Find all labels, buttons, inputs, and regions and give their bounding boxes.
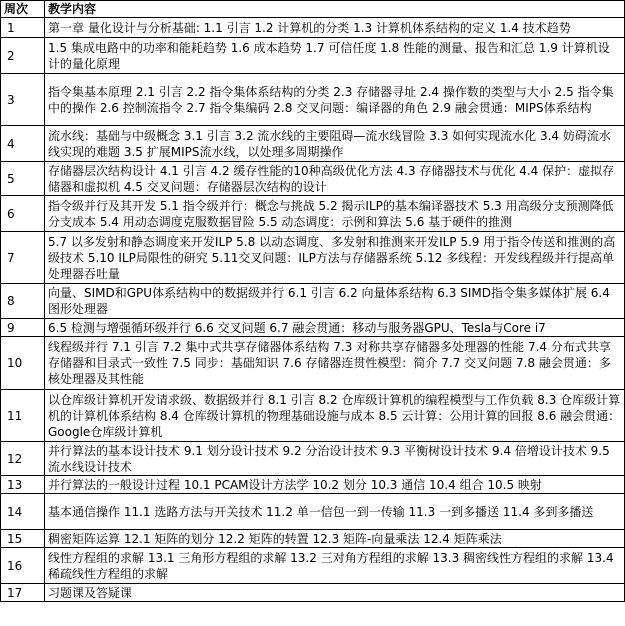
teaching-content: 流水线：基础与中级概念 3.1 引言 3.2 流水线的主要阻碍—流水线冒险 3.3 如何实现流水化 3.4 妨碍流水线实现的难题 3.5 扩展MIPS流水线，以处理多周期操作 (45, 126, 625, 162)
week-number: 9 (1, 319, 45, 337)
teaching-content: 并行算法的基本设计技术 9.1 划分设计技术 9.2 分治设计技术 9.3 平衡树设计技术 9.4 倍增设计技术 9.5 流水线设计技术 (45, 442, 625, 476)
header-content: 教学内容 (45, 1, 625, 18)
week-number: 14 (1, 494, 45, 530)
teaching-content: 线程级并行 7.1 引言 7.2 集中式共享存储器体系结构 7.3 对称共享存储器多处理器的性能 7.4 分布式共享存储器和目录式一致性 7.5 同步：基础知识 7.6 存储器连贯性模型：简介 7.7 交叉问题 7.8 融会贯通：多核处理器及其性能 (45, 337, 625, 390)
teaching-content: 6.5 检测与增强循环级并行 6.6 交叉问题 6.7 融会贯通：移动与服务器GPU、Tesla与Core i7 (45, 319, 625, 337)
week-number: 4 (1, 126, 45, 162)
table-row (1, 494, 625, 530)
week-number: 5 (1, 162, 45, 196)
table-row (1, 126, 625, 162)
teaching-content: 向量、SIMD和GPU体系结构中的数据级并行 6.1 引言 6.2 向量体系结构 6.3 SIMD指令集多媒体扩展 6.4 图形处理器 (45, 284, 625, 319)
teaching-content: 指令级并行及其开发 5.1 指令级并行：概念与挑战 5.2 揭示ILP的基本编译器技术 5.3 用高级分支预测降低分支成本 5.4 用动态调度克服数据冒险 5.5 动态调度：示例和算法 5.6 基于硬件的推测 (45, 196, 625, 232)
teaching-content: 1.5 集成电路中的功率和能耗趋势 1.6 成本趋势 1.7 可信任度 1.8 性能的测量、报告和汇总 1.9 计算机设计的量化原理 (45, 38, 625, 74)
table-row (1, 196, 625, 232)
table-row (1, 442, 625, 476)
table-row (1, 390, 625, 442)
teaching-content: 5.7 以多发射和静态调度来开发ILP 5.8 以动态调度、多发射和推测来开发ILP 5.9 用于指令传送和推测的高级技术 5.10 ILP局限性的研究 5.11交叉问题：ILP方法与存储器系统 5.12 多线程：开发线程级并行提高单处理器吞吐量 (45, 232, 625, 284)
week-number: 3 (1, 74, 45, 126)
table-row (1, 232, 625, 284)
table-row (1, 319, 625, 337)
table-row (1, 530, 625, 548)
week-number: 10 (1, 337, 45, 390)
teaching-content: 稠密矩阵运算 12.1 矩阵的划分 12.2 矩阵的转置 12.3 矩阵-向量乘法 12.4 矩阵乘法 (45, 530, 625, 548)
week-number: 2 (1, 38, 45, 74)
week-number: 17 (1, 584, 45, 602)
week-number: 16 (1, 548, 45, 584)
week-number: 15 (1, 530, 45, 548)
week-number: 12 (1, 442, 45, 476)
table-row (1, 38, 625, 74)
week-number: 13 (1, 476, 45, 494)
teaching-content: 第一章 量化设计与分析基础: 1.1 引言 1.2 计算机的分类 1.3 计算机体系结构的定义 1.4 技术趋势 (45, 18, 625, 38)
header-week: 周次 (1, 1, 45, 18)
table-row (1, 162, 625, 196)
teaching-content: 以仓库级计算机开发请求级、数据级并行 8.1 引言 8.2 仓库级计算机的编程模型与工作负载 8.3 仓库级计算机的计算机体系结构 8.4 仓库级计算机的物理基础设施与成本 8.5 云计算：公用计算的回报 8.6 融会贯通：Google仓库级计算机 (45, 390, 625, 442)
teaching-content: 基本通信操作 11.1 选路方法与开关技术 11.2 单一信包一到一传输 11.3 一到多播送 11.4 多到多播送 (45, 494, 625, 530)
week-number: 7 (1, 232, 45, 284)
table-row (1, 284, 625, 319)
week-number: 11 (1, 390, 45, 442)
table-header-row (1, 1, 625, 18)
table-row (1, 584, 625, 602)
week-number: 6 (1, 196, 45, 232)
table-row (1, 476, 625, 494)
teaching-content: 线性方程组的求解 13.1 三角形方程组的求解 13.2 三对角方程组的求解 13.3 稠密线性方程组的求解 13.4 稀疏线性方程组的求解 (45, 548, 625, 584)
week-number: 8 (1, 284, 45, 319)
teaching-content: 指令集基本原理 2.1 引言 2.2 指令集体系结构的分类 2.3 存储器寻址 2.4 操作数的类型与大小 2.5 指令集中的操作 2.6 控制流指令 2.7 指令集编码 2.8 交叉问题：编译器的角色 2.9 融会贯通：MIPS体系结构 (45, 74, 625, 126)
teaching-content: 习题课及答疑课 (45, 584, 625, 602)
week-number: 1 (1, 18, 45, 38)
table-row (1, 548, 625, 584)
table-row (1, 18, 625, 38)
teaching-content: 存储器层次结构设计 4.1 引言 4.2 缓存性能的10种高级优化方法 4.3 存储器技术与优化 4.4 保护：虚拟存储器和虚拟机 4.5 交叉问题：存储器层次结构的设计 (45, 162, 625, 196)
table-row (1, 74, 625, 126)
table-row (1, 337, 625, 390)
teaching-content: 并行算法的一般设计过程 10.1 PCAM设计方法学 10.2 划分 10.3 通信 10.4 组合 10.5 映射 (45, 476, 625, 494)
